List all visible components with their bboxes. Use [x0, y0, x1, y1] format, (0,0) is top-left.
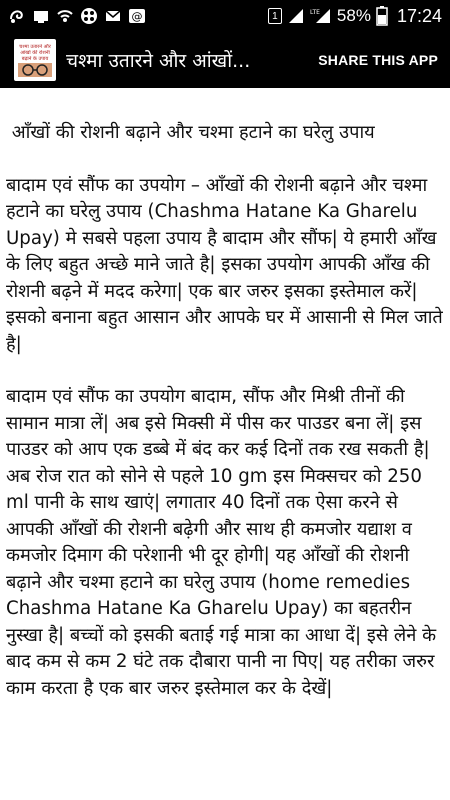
- notification-icons: [8, 7, 146, 25]
- logo-text-line: चश्मा उतारने और: [19, 43, 51, 50]
- logo-text-line: बढ़ाने के उपाय: [21, 55, 49, 62]
- app-bar: [0, 32, 450, 88]
- article-content: [0, 88, 450, 800]
- app-logo: [14, 39, 56, 81]
- battery-percent: 58%: [336, 6, 371, 25]
- screen-icon: [32, 7, 50, 25]
- notification-icon: [8, 7, 26, 25]
- share-app-button[interactable]: SHARE THIS APP: [318, 52, 438, 68]
- sim-icon: 1: [268, 8, 282, 24]
- glasses-icon: [18, 63, 52, 77]
- signal-icon: [287, 7, 305, 25]
- clock: 17:24: [396, 5, 442, 26]
- svg-text:LTE: LTE: [309, 9, 320, 16]
- status-bar: [0, 0, 450, 32]
- article-paragraph-1: बादाम एवं सौंफ का उपयोग – आँखों की रोशनी बढ़ाने और चश्मा हटाने का घरेलु उपाय (Chashma Hatane Ka Gharelu Upay) मे सबसे पहला उपाय है बादाम और सौंफ| ये हमारी आँख के लिए बहुत अच्छे माने जाते है| इसका उपयोग आपकी आँख की रोशनी बढ़ने में मदद करेगा| एक बार जरुर इसका इस्तेमाल करें| इसको बनाना बहुत आसान और आपके घर में आसानी से मिल जाते है|: [6, 174, 449, 355]
- wifi-hotspot-icon: [56, 7, 74, 25]
- article-paragraph-2: बादाम एवं सौंफ का उपयोग बादाम, सौंफ और मिश्री तीनों की सामान मात्रा लें| अब इसे मिक्सी में पीस कर पाउडर बना लें| इस पाउडर को आप एक डब्बे में बंद कर कई दिनों तक रख सकती है| अब रोज रात को सोने से पहले 10 gm इस मिक्सचर को 250 ml पानी के साथ खाएं| लगातार 40 दिनों तक ऐसा करने से आपकी आँखों की रोशनी बढ़ेगी और साथ ही कमजोर यद्याश व कमजोर दिमाग की परेशानी भी दूर होगी| यह आँखों की रोशनी बढ़ाने और चश्मा हटाने का घरेलु उपाय (home remedies Chashma Hatane Ka Gharelu Upay) का बहतरीन नुस्खा है| बच्चों को इसकी बताई गई मात्रा का आधा दें| इसे लेने के बाद कम से कम 2 घंटे तक दौबारा पानी ना पिए| यह तरीका जरुर काम करता है एक बार जरुर इस्तेमाल कर के देखें|: [6, 386, 442, 699]
- email-icon: [104, 7, 122, 25]
- apps-icon: [80, 7, 98, 25]
- app-title: चश्मा उतारने और आंखों...: [66, 50, 251, 72]
- battery-icon: [376, 7, 388, 25]
- at-icon: [128, 7, 146, 25]
- lte-signal-icon: [310, 7, 332, 25]
- system-icons: [268, 6, 442, 27]
- svg-text:@: @: [131, 10, 143, 23]
- article-heading: आँखों की रोशनी बढ़ाने और चश्मा हटाने का घरेलु उपाय: [6, 122, 375, 143]
- logo-text-line: आंखों की रोशनी: [20, 49, 50, 56]
